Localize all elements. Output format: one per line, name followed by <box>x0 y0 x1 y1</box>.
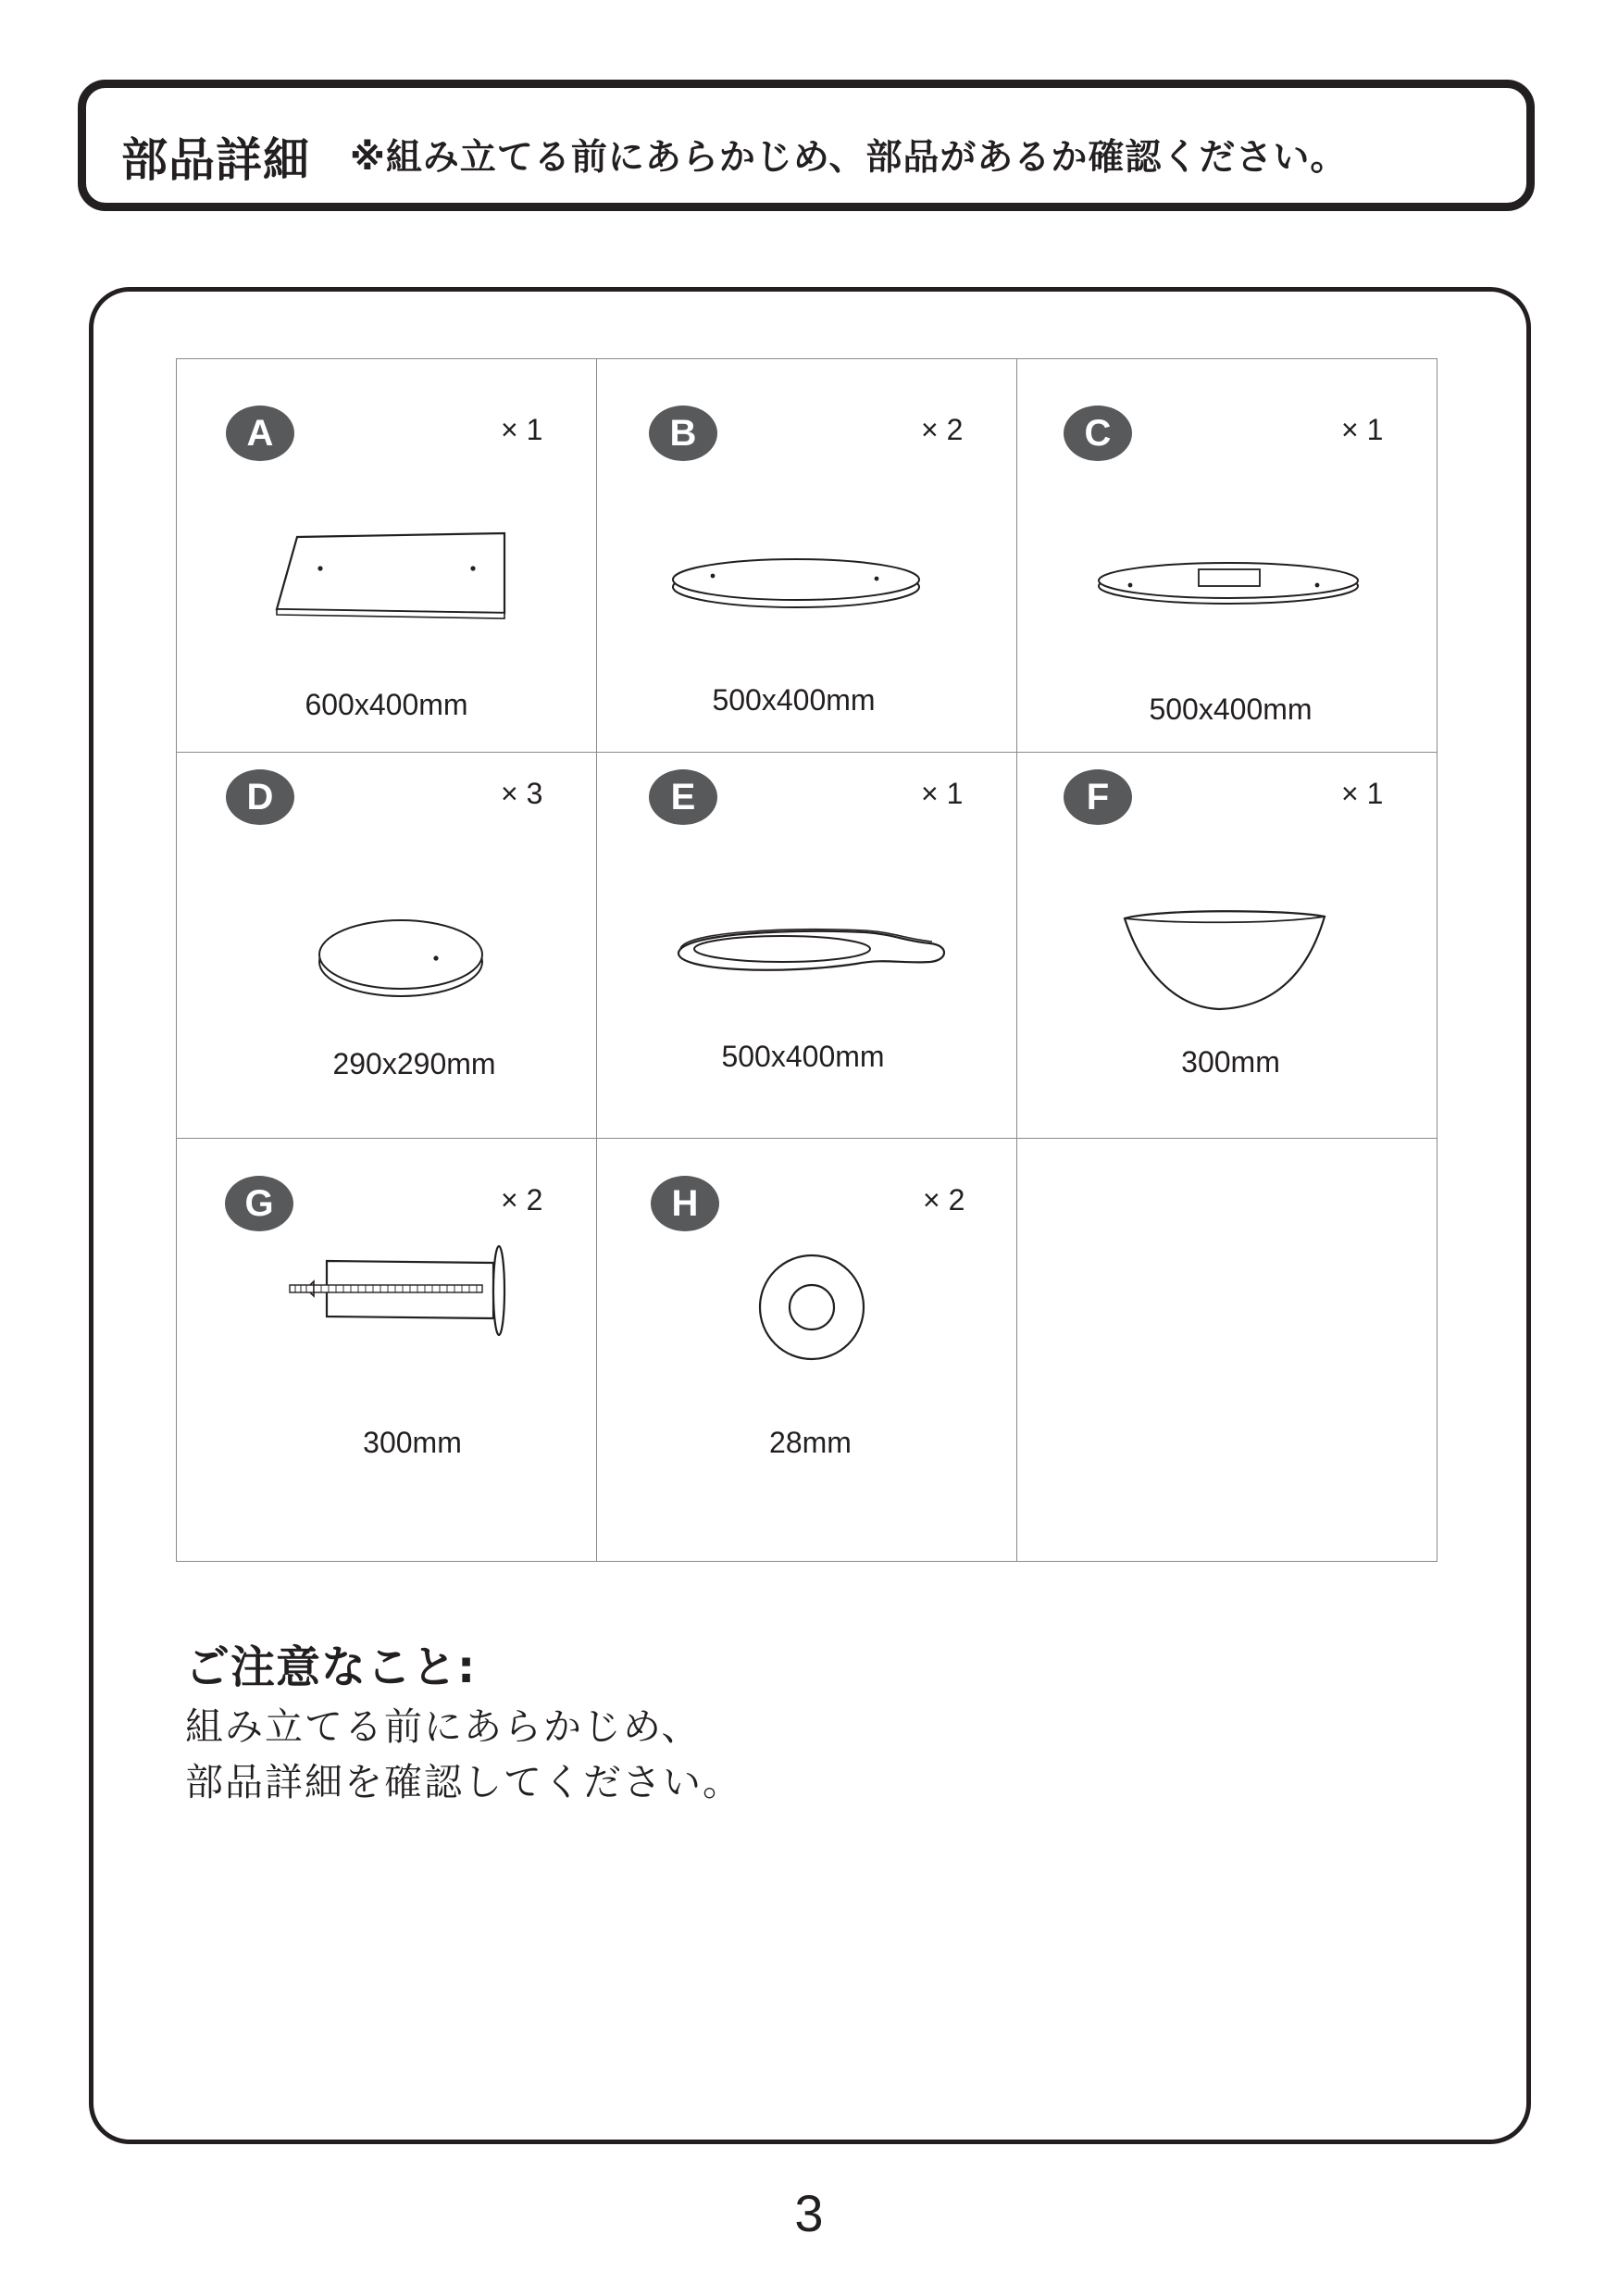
part-dimension: 500x400mm <box>721 1040 885 1073</box>
parts-grid <box>176 358 1438 1562</box>
notes-heading: ご注意なこと: <box>185 1641 477 1693</box>
part-cell-h <box>597 1139 1017 1562</box>
part-dimension: 600x400mm <box>305 688 468 721</box>
part-quantity: × 1 <box>501 413 543 446</box>
header-box <box>78 80 1535 211</box>
part-cell-b <box>597 359 1017 753</box>
washer-icon <box>756 1252 867 1363</box>
notes-line-1: 組み立てる前にあらかじめ、 <box>185 1704 702 1749</box>
part-dimension: 290x290mm <box>332 1047 496 1080</box>
part-label-badge: E <box>649 769 717 825</box>
page-title: 部品詳細 <box>121 133 310 187</box>
part-cell-a <box>177 359 597 753</box>
part-label-badge: C <box>1064 406 1132 461</box>
part-cell-e <box>597 753 1017 1139</box>
page-number: 3 <box>794 2184 824 2242</box>
oval-ring-board-icon <box>671 910 949 984</box>
round-board-icon <box>316 910 492 1003</box>
part-quantity: × 2 <box>923 1183 965 1217</box>
oval-board-icon <box>662 544 930 618</box>
part-quantity: × 1 <box>1341 413 1384 446</box>
part-dimension: 300mm <box>363 1426 462 1459</box>
part-label-badge: D <box>226 769 294 825</box>
header-note: ※組み立てる前にあらかじめ、部品があるか確認ください。 <box>350 137 1348 179</box>
bowl-icon <box>1119 905 1332 1021</box>
notes-line-2: 部品詳細を確認してください。 <box>185 1760 742 1804</box>
part-cell-c <box>1017 359 1438 753</box>
part-quantity: × 2 <box>501 1183 543 1217</box>
part-cell-d <box>177 753 597 1139</box>
part-dimension: 500x400mm <box>1149 693 1313 726</box>
part-quantity: × 2 <box>921 413 964 446</box>
part-label-badge: G <box>225 1176 293 1231</box>
part-dimension: 28mm <box>769 1426 852 1459</box>
rectangular-board-icon <box>265 526 515 628</box>
part-dimension: 500x400mm <box>712 683 876 717</box>
pole-with-bolt-icon <box>288 1242 529 1344</box>
empty-cell <box>1017 1139 1438 1562</box>
part-quantity: × 1 <box>921 777 964 810</box>
part-label-badge: A <box>226 406 294 461</box>
part-cell-g <box>177 1139 597 1562</box>
oval-board-with-slot-icon <box>1089 549 1367 614</box>
part-dimension: 300mm <box>1181 1045 1280 1079</box>
part-quantity: × 3 <box>501 777 543 810</box>
part-cell-f <box>1017 753 1438 1139</box>
part-quantity: × 1 <box>1341 777 1384 810</box>
part-label-badge: F <box>1064 769 1132 825</box>
part-label-badge: H <box>651 1176 719 1231</box>
part-label-badge: B <box>649 406 717 461</box>
